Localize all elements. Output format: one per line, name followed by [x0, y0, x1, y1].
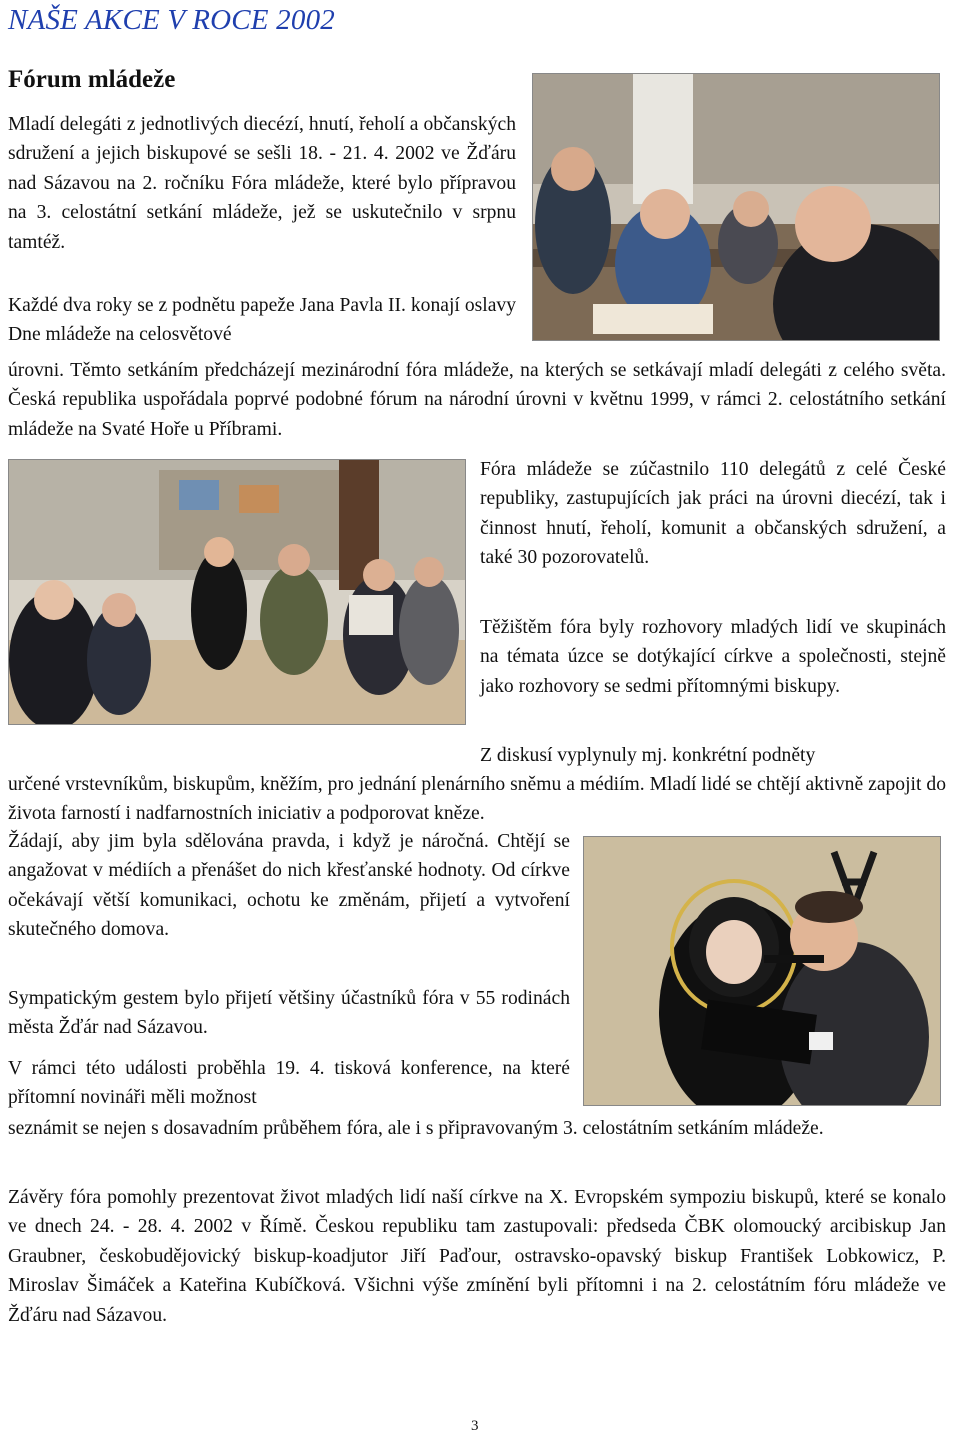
paragraph-press-conference-continued: seznámit se nejen s dosavadním průběhem fóra, ale i s připravovaným 3. celostátním setkáním mládeže.	[8, 1118, 824, 1139]
paragraph-discussions-continued: určené vrstevníkům, biskupům, kněžím, pro jednání plenárního sněmu a médiím. Mladí lidé se chtějí aktivně zapojit do života farností i nadfarnostních iniciativ a podporovat kněze.	[8, 774, 946, 825]
paragraph-intro: Mladí delegáti z jednotlivých diecézí, hnutí, řeholí a občanských sdružení a jejich biskupové se sešli 18. - 21. 4. 2002 ve Žďáru nad Sázavou na 2. ročníku Fóra mládeže, které bylo přípravou na 3. celostátní setkání mládeže, jež se uskutečnilo v srpnu tamtéž.	[8, 114, 516, 253]
photo-delegates-lecture-hall	[532, 73, 940, 341]
photo-speakers-microphone	[583, 836, 941, 1106]
article-heading: Fórum mládeže	[8, 66, 176, 93]
paragraph-families: Sympatickým gestem bylo přijetí většiny účastníků fóra v 55 rodinách města Žďár nad Sázavou.	[8, 988, 570, 1039]
photo-group-discussion	[8, 459, 466, 725]
paragraph-press-conference: V rámci této události proběhla 19. 4. tisková konference, na které přítomní novináři měli možnost	[8, 1058, 570, 1109]
paragraph-pope-continued: úrovni. Těmto setkáním předcházejí mezinárodní fóra mládeže, na kterých se setkávají mladí delegáti z celého světa. Česká republika uspořádala poprvé podobné fórum na národní úrovni v květnu 1999, v rámci 2. celostátního setkání mládeže na Svaté Hoře u Příbrami.	[8, 360, 946, 440]
paragraph-discussions: Z diskusí vyplynuly mj. konkrétní podněty	[480, 745, 816, 766]
paragraph-demands: Žádají, aby jim byla sdělována pravda, i když je náročná. Chtějí se angažovat v médiích a přenášet do nich křesťanské hodnoty. Od církve očekávají větší komunikaci, ochotu ke změnám, přijetí a vytvoření skutečného domova.	[8, 831, 570, 941]
page-title: NAŠE AKCE V ROCE 2002	[8, 4, 335, 36]
paragraph-symposium: Závěry fóra pomohly prezentovat život mladých lidí naší církve na X. Evropském sympoziu biskupů, které se konalo ve dnech 24. - 28. 4. 2002 v Římě. Českou republiku tam zastupovali: předseda ČBK olomoucký arcibiskup Jan Graubner, českobudějovický biskup-koadjutor Jiří Paďour, ostravsko-opavský biskup František Lobkowicz, P. Miroslav Šimáček a Kateřina Kubíčková. Všichni výše zmínění byli přítomni i na 2. celostátním fóru mládeže ve Žďáru nad Sázavou.	[8, 1187, 946, 1326]
page-number: 3	[471, 1418, 479, 1434]
paragraph-delegates: Fóra mládeže se zúčastnilo 110 delegátů z celé České republiky, zastupujících jak práci na úrovni diecézí, tak i činnost hnutí, řeholí, komunit a občanských sdružení, a také 30 pozorovatelů.	[480, 459, 946, 569]
paragraph-focus: Těžištěm fóra byly rozhovory mladých lidí ve skupinách na témata úzce se dotýkající církve a společnosti, stejně jako rozhovory se sedmi přítomnými biskupy.	[480, 617, 946, 697]
paragraph-pope: Každé dva roky se z podnětu papeže Jana Pavla II. konají oslavy Dne mládeže na celosvětové	[8, 295, 516, 346]
